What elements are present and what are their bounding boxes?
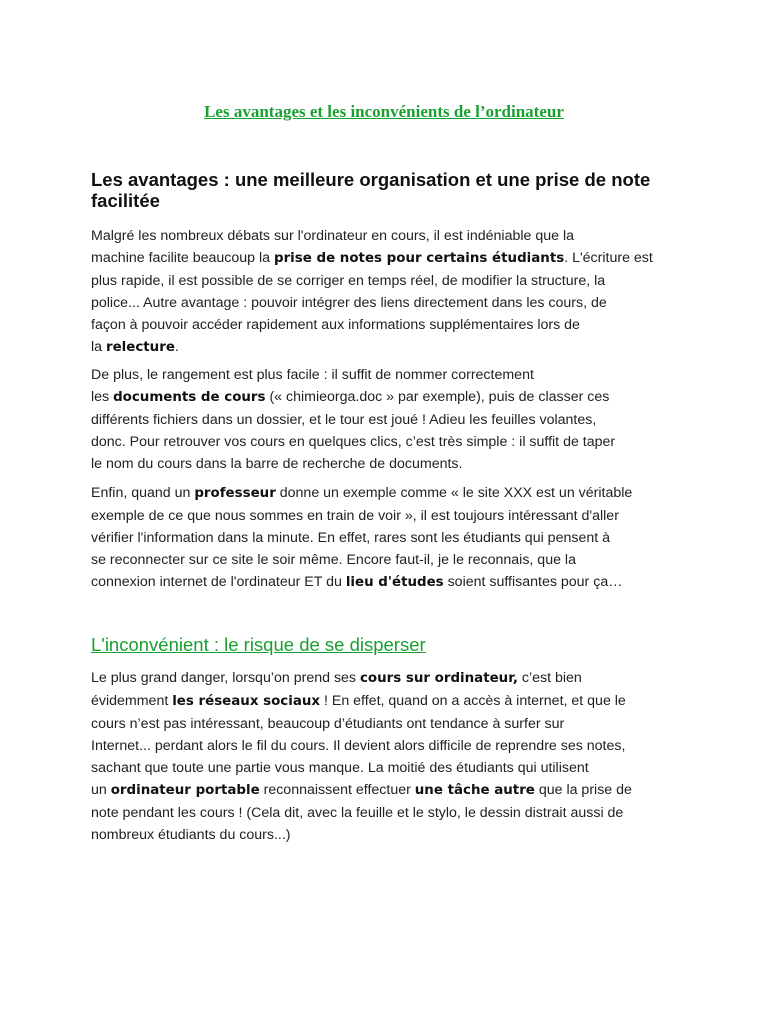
text-line: police... Autre avantage : pouvoir intégrer des liens directement dans les cours, de xyxy=(91,295,607,311)
text-run: que la prise de xyxy=(534,782,632,798)
bold-text: lieu d'études xyxy=(345,575,444,590)
text-line: sachant que toute une partie vous manque. La moitié des étudiants qui utilisent xyxy=(91,760,589,776)
paragraph-avantages-1 xyxy=(91,225,691,359)
text-line xyxy=(91,247,691,270)
section-heading-inconvenient: L'inconvénient : le risque de se disperser xyxy=(91,634,426,655)
bold-text: prise de notes pour certains étudiants xyxy=(273,251,565,266)
paragraph-inconvenient-1 xyxy=(91,667,691,846)
text-line xyxy=(91,690,691,713)
text-line: Internet... perdant alors le fil du cours. Il devient alors difficile de reprendre ses notes, xyxy=(91,738,626,754)
bold-text: cours sur ordinateur, xyxy=(359,671,518,686)
bold-text: professeur xyxy=(194,486,276,501)
text-run: donne un exemple comme « le site XXX est un véritable xyxy=(275,485,633,501)
text-line: se reconnecter sur ce site le soir même. Encore faut-il, je le reconnais, que la xyxy=(91,552,576,568)
paragraph-avantages-2 xyxy=(91,364,691,475)
bold-text: documents de cours xyxy=(113,390,266,405)
text-run: reconnaissent effectuer xyxy=(259,782,415,798)
text-run: c’est bien xyxy=(517,670,582,686)
text-run: soient suffisantes pour ça… xyxy=(443,574,623,590)
bold-text: les réseaux sociaux xyxy=(172,694,321,709)
document-title: Les avantages et les inconvénients de l’ordinateur xyxy=(204,102,564,121)
text-run: connexion internet de l'ordinateur ET du xyxy=(91,574,346,590)
text-run: évidemment xyxy=(91,693,173,709)
section-heading-avantages: Les avantages : une meilleure organisation et une prise de note facilitée xyxy=(91,169,651,211)
text-line: façon à pouvoir accéder rapidement aux informations supplémentaires lors de xyxy=(91,317,580,333)
text-run: (« chimieorga.doc » par exemple), puis de classer ces xyxy=(265,389,610,405)
text-line xyxy=(91,779,691,802)
text-line xyxy=(91,482,691,505)
text-run: Enfin, quand un xyxy=(91,485,195,501)
text-line: Malgré les nombreux débats sur l'ordinateur en cours, il est indéniable que la xyxy=(91,228,574,244)
text-run: machine facilite beaucoup la xyxy=(91,250,274,266)
text-run: Le plus grand danger, lorsqu’on prend ses xyxy=(91,670,360,686)
text-run: . L'écriture est xyxy=(564,250,653,266)
text-line xyxy=(91,571,691,594)
text-line: donc. Pour retrouver vos cours en quelques clics, c’est très simple : il suffit de taper xyxy=(91,434,616,450)
text-line: De plus, le rangement est plus facile : il suffit de nommer correctement xyxy=(91,367,534,383)
text-line: nombreux étudiants du cours...) xyxy=(91,827,291,843)
text-line xyxy=(91,386,691,409)
text-run: ! En effet, quand on a accès à internet, et que le xyxy=(320,693,626,709)
paragraph-avantages-3 xyxy=(91,482,691,594)
bold-text: relecture xyxy=(105,340,175,355)
text-line xyxy=(91,336,691,359)
bold-text: une tâche autre xyxy=(414,783,535,798)
text-line: le nom du cours dans la barre de recherche de documents. xyxy=(91,456,463,472)
text-run: la xyxy=(91,339,106,355)
text-line: différents fichiers dans un dossier, et le tour est joué ! Adieu les feuilles volantes, xyxy=(91,412,597,428)
text-line: note pendant les cours ! (Cela dit, avec la feuille et le stylo, le dessin distrait aussi de xyxy=(91,805,624,821)
text-run: les xyxy=(91,389,114,405)
text-line: plus rapide, il est possible de se corriger en temps réel, de modifier la structure, la xyxy=(91,273,606,289)
text-line: vérifier l'information dans la minute. En effet, rares sont les étudiants qui pensent à xyxy=(91,530,611,546)
bold-text: ordinateur portable xyxy=(110,783,260,798)
text-line: exemple de ce que nous sommes en train de voir », il est toujours intéressant d'aller xyxy=(91,508,619,524)
text-run: un xyxy=(91,782,111,798)
text-line: cours n’est pas intéressant, beaucoup d’étudiants ont tendance à surfer sur xyxy=(91,716,565,732)
text-line xyxy=(91,667,691,690)
text-run: . xyxy=(174,339,179,355)
